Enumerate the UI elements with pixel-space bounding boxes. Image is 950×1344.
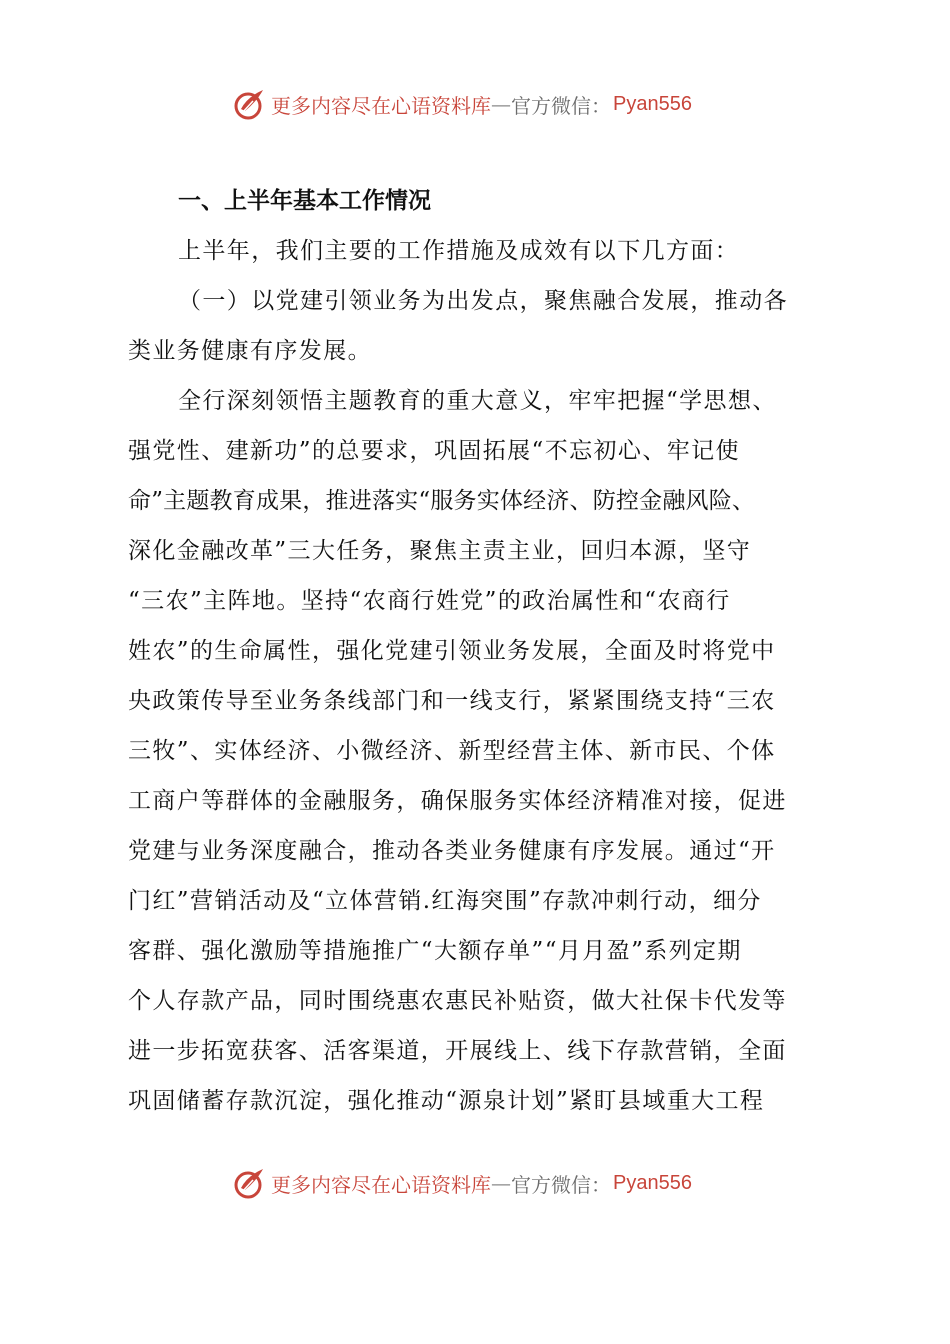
paragraph-line: 个人存款产品，同时围绕惠农惠民补贴资，做大社保卡代发等: [128, 988, 787, 1014]
paragraph-line: 客群、强化激励等措施推广“大额存单”“月月盈”系列定期: [128, 938, 742, 964]
paragraph-line: 党建与业务深度融合，推动各类业务健康有序发展。通过“开: [128, 838, 776, 864]
paragraph-line: 上半年，我们主要的工作措施及成效有以下几方面：: [178, 238, 740, 264]
banner-separator: —: [491, 92, 511, 116]
banner-wechat-label: 官方微信：: [511, 93, 611, 118]
paragraph-line: 全行深刻领悟主题教育的重大意义，牢牢把握“学思想、: [178, 388, 777, 414]
paragraph-line: 央政策传导至业务条线部门和一线支行，紧紧围绕支持“三农: [128, 688, 776, 714]
quill-logo-icon: [233, 1166, 267, 1200]
paragraph-line: “三农”主阵地。坚持“农商行姓党”的政治属性和“农商行: [128, 588, 731, 614]
section-heading: 一、上半年基本工作情况: [178, 188, 431, 214]
banner-text: 更多内容尽在心语资料库: [271, 93, 491, 118]
paragraph-line: 姓农”的生命属性，强化党建引领业务发展，全面及时将党中: [128, 638, 776, 664]
paragraph-line: 类业务健康有序发展。: [128, 338, 372, 364]
banner-text: 更多内容尽在心语资料库: [271, 1172, 491, 1197]
banner-wechat-id: Pyan556: [613, 92, 692, 115]
paragraph-line: 进一步拓宽获客、活客渠道，开展线上、线下存款营销，全面: [128, 1038, 787, 1064]
quill-logo-icon: [233, 87, 267, 121]
paragraph-line: （一）以党建引领业务为出发点，聚焦融合发展，推动各: [178, 288, 788, 314]
paragraph-line: 命”主题教育成果，推进落实“服务实体经济、防控金融风险、: [128, 488, 756, 514]
banner-wechat-label: 官方微信：: [511, 1172, 611, 1197]
paragraph-line: 门红”营销活动及“立体营销.红海突围”存款冲刺行动，细分: [128, 888, 762, 914]
header-watermark-banner: [233, 84, 692, 124]
paragraph-line: 巩固储蓄存款沉淀，强化推动“源泉计划”紧盯县域重大工程: [128, 1088, 765, 1114]
paragraph-line: 工商户等群体的金融服务，确保服务实体经济精准对接，促进: [128, 788, 787, 814]
paragraph-line: 三牧”、实体经济、小微经济、新型经营主体、新市民、个体: [128, 738, 776, 764]
banner-separator: —: [491, 1171, 511, 1195]
banner-wechat-id: Pyan556: [613, 1171, 692, 1194]
paragraph-line: 强党性、建新功”的总要求，巩固拓展“不忘初心、牢记使: [128, 438, 740, 464]
document-body: [128, 176, 840, 1126]
footer-watermark-banner: [233, 1163, 692, 1203]
paragraph-line: 深化金融改革”三大任务，聚焦主责主业，回归本源，坚守: [128, 538, 752, 564]
